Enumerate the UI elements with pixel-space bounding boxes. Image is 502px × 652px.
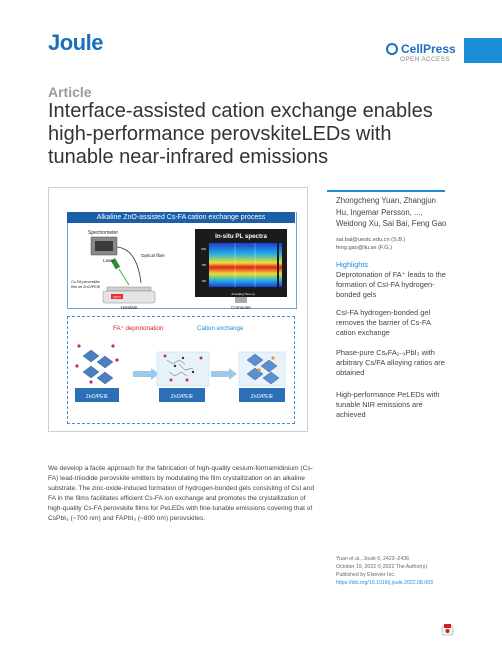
highlight-item: High-performance PeLEDs with tunable NIR emissions are achieved (336, 390, 440, 419)
panel-header: Alkaline ZnO-assisted Cs-FA cation exchange process (67, 212, 295, 223)
heatmap-xlabel: Annealing Time (s) (231, 292, 255, 296)
summary-text: We develop a facile approach for the fabrication of high-quality cesium-formamidinium (Cs-FA) lead-triiodide perovskite emitters by modulating the film crystallization on an alkaline substrate. The zinc-oxide-induced formation of hydrogen-bonded gels consisting of CsI and FA in the films facilitates efficient Cs-FA ion exchange and promotes the crystallization of high-quality Cs-FA perovskite films for PeLEDs with fine-tunable emissions covering that of CsPbI₃ (~700 nm) and FAPbI₃ (~800 nm) perovskites. (48, 465, 314, 522)
citation-line: October 19, 2022 © 2022 The Author(s). (336, 564, 429, 570)
sidebar-rule (327, 190, 445, 192)
citation-line: Published by Elsevier Inc. (336, 572, 396, 578)
laser-label: Laser (103, 258, 115, 263)
hotplate-readout: 100°C (112, 295, 122, 299)
cation-exchange-label: Cation exchange (197, 325, 244, 332)
process-illustration (67, 316, 295, 424)
heatmap (209, 243, 277, 287)
svg-text:ZnO/PEIE: ZnO/PEIE (250, 394, 274, 400)
stage-1 (75, 344, 119, 402)
heatmap-ytick: 700 (201, 279, 206, 283)
publisher-logo[interactable] (386, 42, 456, 56)
fa-deprotonation-label: FA⁺ deprotonation (113, 325, 164, 332)
highlight-item: Deprotonation of FA⁺ leads to the formation of CsI-FA hydrogen-bonded gels (336, 270, 446, 299)
email-item[interactable]: sai.bai@uestc.edu.cn (S.B.) (336, 237, 406, 243)
publisher-name: CellPress (401, 42, 456, 56)
highlight-item: CsI-FA hydrogen-bonded gel removes the barrier of Cs-FA cation exchange (336, 308, 431, 337)
optical-fiber-line (117, 247, 141, 283)
author-list: Zhongcheng Yuan, Zhangjun Hu, Ingemar Persson, ..., Weidong Xu, Sai Bai, Feng Gao (336, 196, 447, 228)
svg-text:ZnO/PEIE: ZnO/PEIE (170, 394, 194, 400)
computer-label: Computer (231, 305, 251, 309)
cellpress-icon (386, 43, 398, 55)
citation-line: Yuan et al., Joule 6, 2423–2436 (336, 556, 409, 562)
svg-text:ZnO/PEIE: ZnO/PEIE (85, 394, 109, 400)
colorbar (279, 243, 282, 287)
heatmap-ytick: 800 (201, 247, 206, 251)
heatmap-ytick: 750 (201, 263, 206, 267)
stage-3 (239, 352, 285, 402)
highlights-title: Highlights (336, 260, 369, 269)
journal-logo[interactable]: Joule (48, 30, 103, 55)
doi-link[interactable]: https://doi.org/10.1016/j.joule.2022.08.003 (336, 580, 433, 586)
open-access-label: OPEN ACCESS (400, 56, 450, 63)
citation-block (336, 555, 456, 587)
optical-fiber-label: Optical fiber (141, 253, 166, 258)
insitu-title: In-situ PL spectra (215, 233, 267, 240)
article-title: Interface-assisted cation exchange enables high-performance perovskiteLEDs with tunable near-infrared emissions (48, 100, 433, 168)
hotplate-label: Hotplate (120, 305, 138, 309)
film-label: Cs-FA perovskite film on ZnO/PEIE (71, 280, 101, 289)
header-accent-block (464, 38, 502, 63)
stage-2 (157, 352, 209, 402)
email-item[interactable]: feng.gao@liu.se (F.G.) (336, 245, 393, 251)
email-list (336, 236, 448, 252)
highlight-item: Phase-pure CsₓFA₁₋ₓPbI₃ with arbitrary Cs/FA alloying ratios are obtained (336, 348, 445, 377)
check-updates-icon[interactable] (441, 624, 454, 636)
spectrometer-label: Spectrometer (87, 230, 119, 236)
hotplate-icon (103, 291, 155, 303)
setup-illustration (67, 223, 295, 309)
article-type: Article (48, 84, 92, 100)
